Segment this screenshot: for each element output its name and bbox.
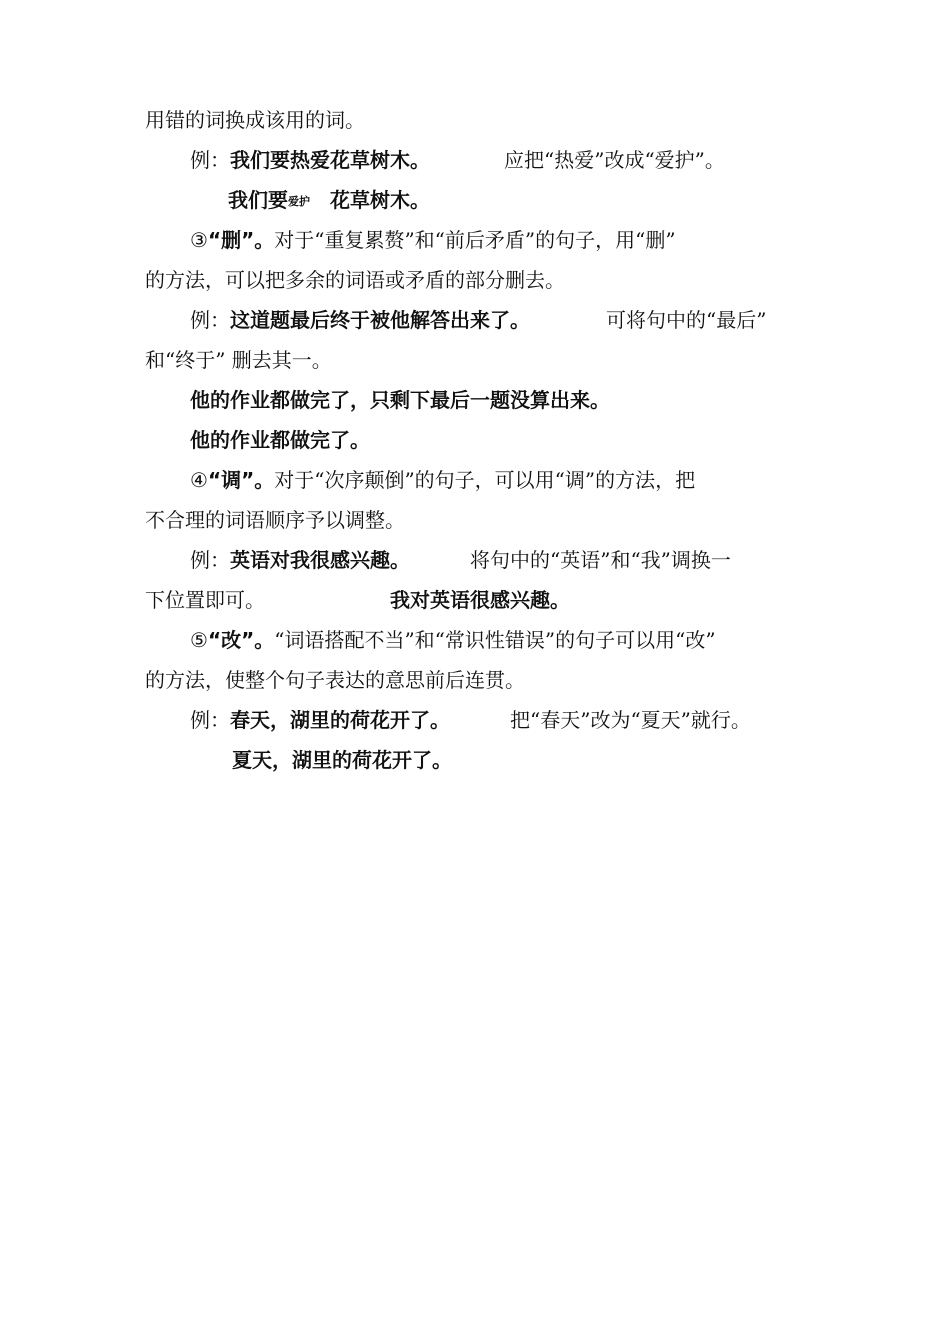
example-explanation	[510, 706, 751, 734]
method-shan-line-1	[190, 226, 676, 254]
example-explanation-cont	[145, 586, 265, 614]
example-explanation-cont	[145, 346, 332, 374]
corrected-part-a: 我们要	[228, 188, 288, 212]
method-title: “删”。	[207, 228, 275, 252]
example-sentence: 英语对我很感兴趣。	[230, 548, 410, 572]
corrected-sentence	[228, 186, 430, 218]
example-sentence: 他的作业都做完了，只剩下最后一题没算出来。	[190, 388, 610, 412]
paragraph-text: 用错的词换成该用的词。	[145, 108, 365, 132]
method-number: ⑤	[190, 628, 208, 652]
example-line	[190, 706, 450, 734]
corrected-text: 我对英语很感兴趣。	[390, 588, 570, 612]
example-explanation	[606, 306, 766, 334]
example-sentence: 这道题最后终于被他解答出来了。	[230, 308, 530, 332]
method-title: “调”。	[207, 468, 275, 492]
explanation-text: 可将句中的“最后”	[606, 308, 767, 332]
example-line	[190, 306, 530, 334]
corrected-part-b: 花草树木。	[330, 188, 430, 212]
example-explanation	[504, 146, 725, 174]
example-sentence-line	[190, 386, 610, 414]
corrected-inserted-word: 爱护	[288, 195, 310, 208]
example-sentence: 春天，湖里的荷花开了。	[230, 708, 450, 732]
explanation-text: 下位置即可。	[145, 588, 265, 612]
method-text: 对于“重复累赘”和“前后矛盾”的句子，用“删”	[274, 228, 676, 252]
method-tiao-line-1	[190, 466, 695, 494]
explanation-text: 将句中的“英语”和“我”调换一	[470, 548, 731, 572]
method-title: “改”。	[207, 628, 275, 652]
method-shan-line-2	[145, 266, 565, 294]
method-number: ④	[190, 468, 208, 492]
example-prefix: 例：	[190, 708, 230, 732]
method-text: “词语搭配不当”和“常识性错误”的句子可以用“改”	[274, 628, 716, 652]
corrected-text: 夏天，湖里的荷花开了。	[232, 748, 452, 772]
explanation-text: 和“终于” 删去其一。	[145, 348, 332, 372]
example-prefix: 例：	[190, 308, 230, 332]
example-prefix: 例：	[190, 548, 230, 572]
text-line	[145, 106, 365, 134]
method-text: 不合理的词语顺序予以调整。	[145, 508, 405, 532]
corrected-sentence	[390, 586, 570, 614]
example-sentence: 我们要热爱花草树木。	[230, 148, 430, 172]
method-tiao-line-2	[145, 506, 405, 534]
method-text: 对于“次序颠倒”的句子，可以用“调”的方法，把	[274, 468, 696, 492]
explanation-text: 应把“热爱”改成“爱护”。	[504, 148, 725, 172]
example-line	[190, 546, 410, 574]
corrected-sentence	[232, 746, 452, 774]
method-number: ③	[190, 228, 208, 252]
method-text: 的方法，使整个句子表达的意思前后连贯。	[145, 668, 525, 692]
example-prefix: 例：	[190, 148, 230, 172]
example-explanation	[470, 546, 731, 574]
method-text: 的方法，可以把多余的词语或矛盾的部分删去。	[145, 268, 565, 292]
corrected-text: 他的作业都做完了。	[190, 428, 370, 452]
method-gai-line-2	[145, 666, 525, 694]
explanation-text: 把“春天”改为“夏天”就行。	[510, 708, 751, 732]
example-line	[190, 146, 430, 174]
corrected-sentence	[190, 426, 370, 454]
method-gai-line-1	[190, 626, 716, 654]
